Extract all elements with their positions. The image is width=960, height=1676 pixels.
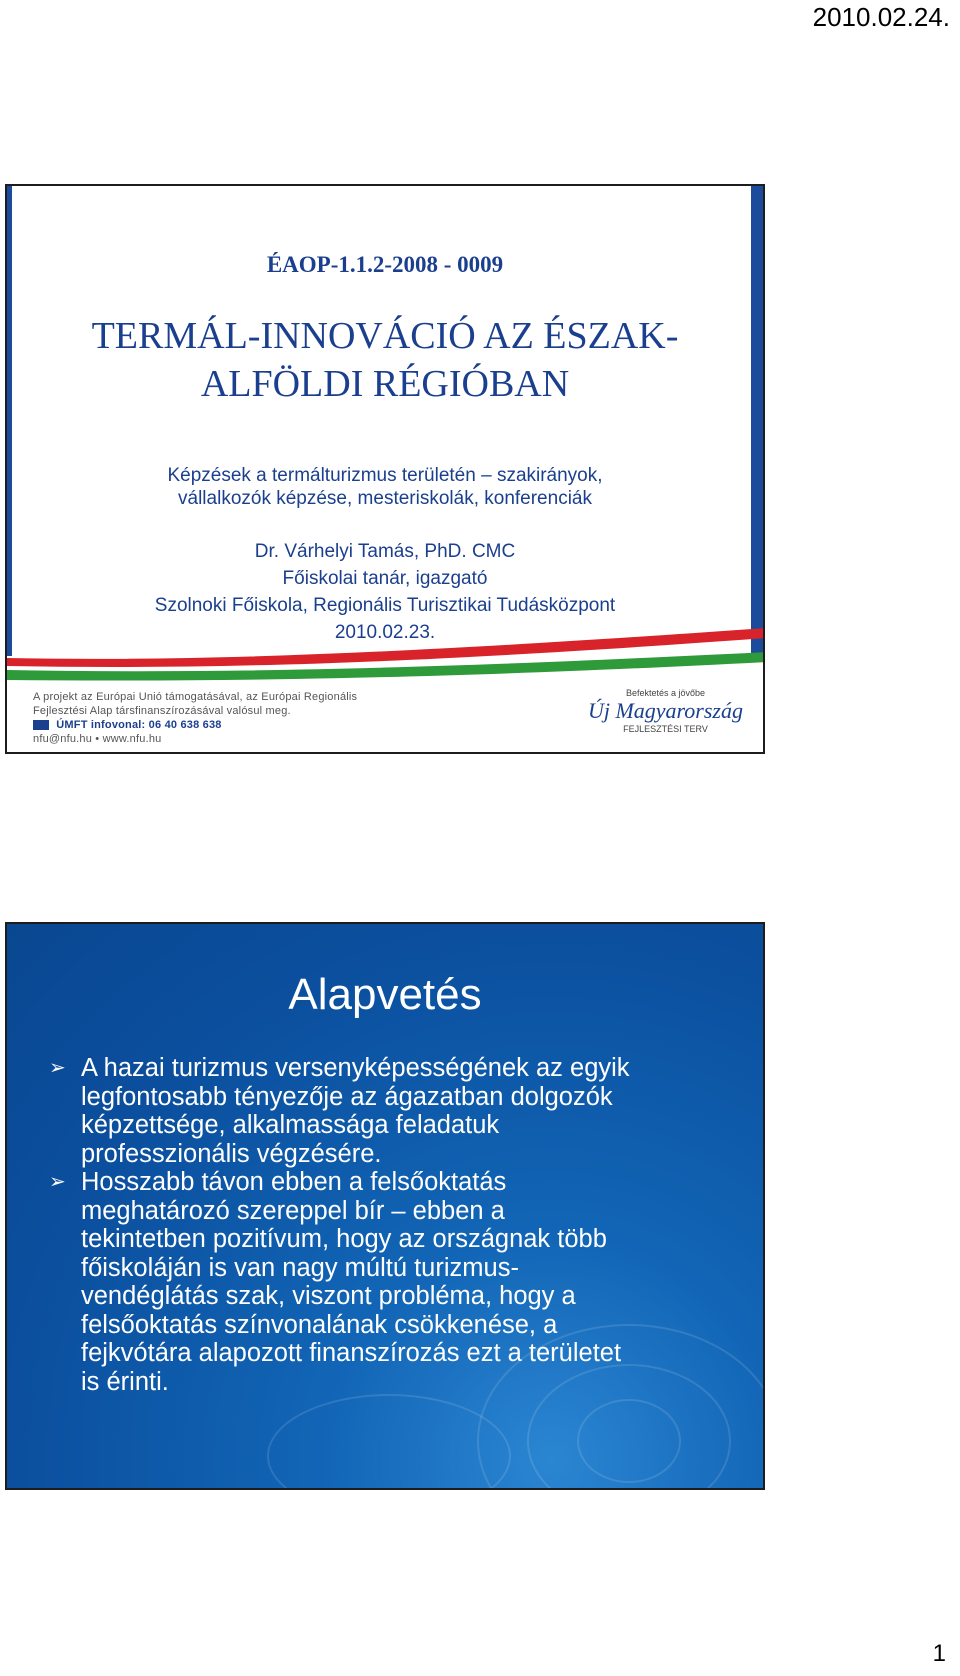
hotline-text: ÚMFT infovonal: 06 40 638 638 — [56, 719, 222, 731]
water-ripple-decoration — [267, 1394, 511, 1490]
bullet-list — [49, 1054, 723, 1396]
project-code: ÉAOP-1.1.2-2008 - 0009 — [266, 252, 504, 277]
slide-title — [7, 312, 763, 408]
presentation-date: 2010.02.23. — [334, 622, 436, 643]
arrow-bullet-icon: ➢ — [49, 1057, 66, 1079]
eu-funding-notice — [33, 690, 357, 746]
author-name: Dr. Várhelyi Tamás, PhD. CMC — [254, 541, 516, 562]
subtitle-line-2: vállalkozók képzése, mesteriskolák, konferenciák — [178, 488, 592, 509]
page-date: 2010.02.24. — [812, 2, 950, 32]
bullet-line: professzionális végzésére. — [81, 1139, 382, 1168]
bullet-item — [49, 1168, 723, 1396]
title-line-1: TERMÁL-INNOVÁCIÓ AZ ÉSZAK- — [91, 315, 679, 357]
logo-tagline: Befektetés a jövőbe — [625, 688, 706, 698]
title-line-2: ALFÖLDI RÉGIÓBAN — [200, 363, 570, 405]
bullet-line: tekintetben pozitívum, hogy az országnak több — [81, 1225, 607, 1253]
bullet-line: Hosszabb távon ebben a felsőoktatás — [81, 1168, 507, 1196]
logo-brand: Új Magyarország — [587, 698, 743, 723]
eu-flag-icon — [33, 720, 49, 730]
eu-line-2: Fejlesztési Alap társfinanszírozásával valósul meg. — [33, 705, 291, 717]
bullet-line: meghatározó szereppel bír – ebben a — [81, 1196, 505, 1225]
page-number: 1 — [932, 1640, 946, 1667]
bullet-item — [49, 1054, 723, 1168]
bullet-line: képzettsége, alkalmassága feladatuk — [81, 1111, 500, 1139]
bullet-line: felsőoktatás színvonalának csökkenése, a — [81, 1310, 558, 1339]
bullet-line: vendéglátás szak, viszont probléma, hogy a — [81, 1282, 576, 1310]
water-ripple-decoration — [577, 1399, 681, 1483]
web-contact: nfu@nfu.hu • www.nfu.hu — [33, 733, 162, 745]
slide-title: Alapvetés — [288, 970, 482, 1019]
logo-subtitle: FEJLESZTÉSI TERV — [623, 724, 708, 734]
subtitle-line-1: Képzések a termálturizmus területén – szakirányok, — [167, 465, 603, 486]
flag-ribbon-graphic — [7, 628, 765, 688]
slide-subtitle — [7, 464, 763, 510]
title-slide — [5, 184, 765, 754]
author-position: Főiskolai tanár, igazgató — [282, 568, 488, 589]
content-slide — [5, 922, 765, 1490]
slide-footer — [7, 682, 763, 752]
bullet-line: legfontosabb tényezője az ágazatban dolgozók — [81, 1082, 613, 1111]
uj-magyarorszag-logo — [588, 688, 743, 734]
arrow-bullet-icon: ➢ — [49, 1171, 66, 1193]
bullet-line: főiskoláján is van nagy múltú turizmus- — [81, 1253, 519, 1282]
bullet-line: is érinti. — [81, 1367, 169, 1396]
eu-line-1: A projekt az Európai Unió támogatásával, az Európai Regionális — [33, 691, 358, 703]
bullet-line: fejkvótára alapozott finanszírozás ezt a területet — [81, 1339, 622, 1367]
bullet-line: A hazai turizmus versenyképességének az egyik — [81, 1054, 630, 1082]
author-institution: Szolnoki Főiskola, Regionális Turisztikai Tudásközpont — [154, 595, 616, 616]
